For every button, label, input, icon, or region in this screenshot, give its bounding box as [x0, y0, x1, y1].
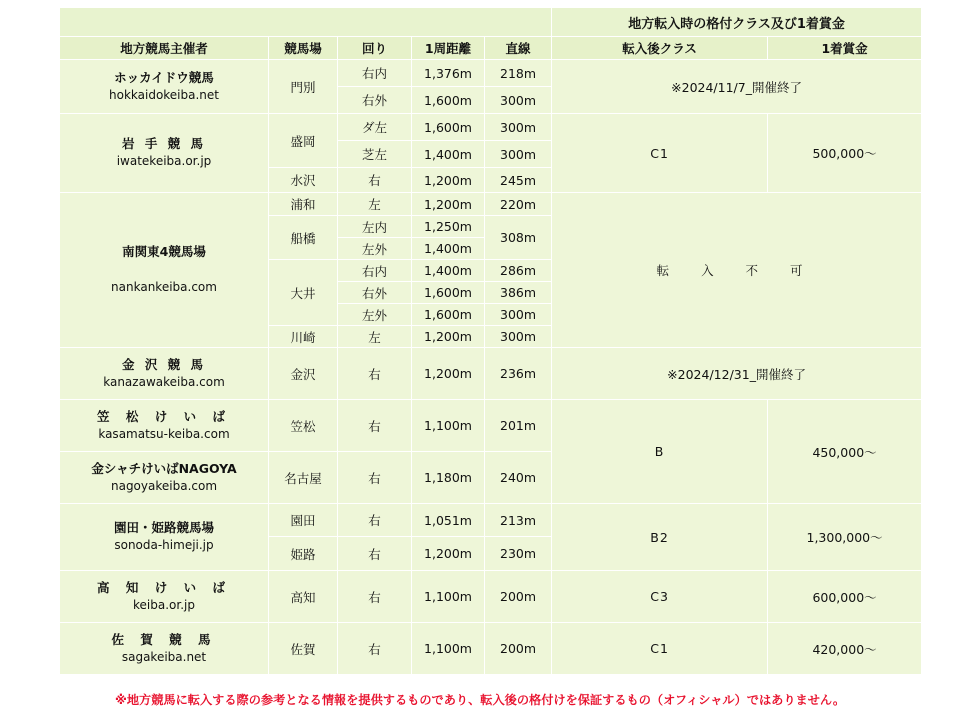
straight-cell: 201m — [485, 400, 552, 452]
track-name: 川崎 — [269, 326, 338, 348]
distance-cell: 1,376m — [412, 60, 485, 87]
distance-cell: 1,600m — [412, 282, 485, 304]
distance-cell: 1,200m — [412, 348, 485, 400]
organizer-url: kasamatsu-keiba.com — [98, 426, 230, 441]
organizer-url: keiba.or.jp — [133, 597, 195, 612]
track-name: 浦和 — [269, 193, 338, 216]
blank-header-cell — [60, 8, 552, 37]
class-cell: B — [552, 400, 768, 504]
distance-cell: 1,100m — [412, 400, 485, 452]
distance-cell: 1,600m — [412, 304, 485, 326]
organizer-name: 佐 賀 競 馬 — [111, 631, 217, 647]
straight-cell: 240m — [485, 452, 552, 504]
distance-cell: 1,200m — [412, 193, 485, 216]
table-row — [60, 114, 922, 141]
prize-cell: 500,000～ — [768, 114, 922, 193]
group-title: 地方転入時の格付クラス及び1着賞金 — [552, 8, 922, 37]
prize-cell: 420,000～ — [768, 623, 922, 675]
straight-cell: 300m — [485, 326, 552, 348]
organizer-name: 南関東4競馬場 — [122, 244, 206, 260]
class-cell: C3 — [552, 571, 768, 623]
track-name: 園田 — [269, 504, 338, 537]
table-row — [60, 504, 922, 537]
transfer-status: 転 入 不 可 — [552, 193, 922, 348]
straight-cell: 300m — [485, 141, 552, 168]
turn-cell: 右 — [338, 623, 412, 675]
track-name: 佐賀 — [269, 623, 338, 675]
organizer-url: kanazawakeiba.com — [103, 374, 225, 389]
organizer-url: nankankeiba.com — [111, 280, 217, 295]
organizer-name: 岩 手 競 馬 — [121, 136, 207, 152]
organizer-name: 高 知 け い ば — [97, 579, 231, 595]
straight-cell: 300m — [485, 304, 552, 326]
col-distance: 1周距離 — [412, 37, 485, 60]
col-prize: 1着賞金 — [768, 37, 922, 60]
straight-cell: 200m — [485, 623, 552, 675]
organizer-minamikanto — [60, 193, 269, 348]
organizer-kochi — [60, 571, 269, 623]
turn-cell: 芝左 — [338, 141, 412, 168]
class-cell: C1 — [552, 114, 768, 193]
turn-cell: 左内 — [338, 216, 412, 238]
organizer-url: sonoda-himeji.jp — [114, 538, 214, 553]
disclaimer-note: ※地方競馬に転入する際の参考となる情報を提供するものであり、転入後の格付けを保証するもの（オフィシャル）ではありません。 — [114, 693, 846, 707]
distance-cell: 1,180m — [412, 452, 485, 504]
track-name: 名古屋 — [269, 452, 338, 504]
organizer-hyogo — [60, 504, 269, 571]
turn-cell: 右内 — [338, 260, 412, 282]
track-name: 盛岡 — [269, 114, 338, 168]
distance-cell: 1,200m — [412, 168, 485, 193]
track-name: 姫路 — [269, 537, 338, 571]
distance-cell: 1,400m — [412, 238, 485, 260]
distance-cell: 1,400m — [412, 260, 485, 282]
distance-cell: 1,200m — [412, 537, 485, 571]
table-row — [60, 348, 922, 400]
turn-cell: ダ左 — [338, 114, 412, 141]
organizer-name: 金シャチけいばNAGOYA — [91, 460, 237, 476]
table-top-header — [60, 8, 922, 37]
straight-cell: 300m — [485, 87, 552, 114]
prize-cell: 600,000～ — [768, 571, 922, 623]
prize-cell: 1,300,000～ — [768, 504, 922, 571]
turn-cell: 左外 — [338, 238, 412, 260]
distance-cell: 1,051m — [412, 504, 485, 537]
distance-cell: 1,600m — [412, 87, 485, 114]
turn-cell: 左 — [338, 193, 412, 216]
organizer-url: sagakeiba.net — [121, 649, 207, 664]
class-cell: C1 — [552, 623, 768, 675]
straight-cell: 213m — [485, 504, 552, 537]
table-row — [60, 400, 922, 452]
turn-cell: 右内 — [338, 60, 412, 87]
distance-cell: 1,100m — [412, 623, 485, 675]
turn-cell: 右 — [338, 348, 412, 400]
straight-cell: 218m — [485, 60, 552, 87]
organizer-url: iwatekeiba.or.jp — [116, 154, 212, 169]
straight-cell: 200m — [485, 571, 552, 623]
organizer-kasamatsu — [60, 400, 269, 452]
turn-cell: 右 — [338, 537, 412, 571]
col-turn: 回り — [338, 37, 412, 60]
turn-cell: 右 — [338, 400, 412, 452]
track-name: 船橋 — [269, 216, 338, 260]
organizer-iwate — [60, 114, 269, 193]
turn-cell: 右 — [338, 452, 412, 504]
straight-cell: 245m — [485, 168, 552, 193]
track-name: 高知 — [269, 571, 338, 623]
organizer-saga — [60, 623, 269, 675]
organizer-name: 金 沢 競 馬 — [121, 356, 207, 372]
organizer-name: 笠 松 け い ば — [97, 408, 231, 424]
organizer-url: nagoyakeiba.com — [110, 478, 218, 493]
straight-cell: 308m — [485, 216, 552, 260]
distance-cell: 1,100m — [412, 571, 485, 623]
organizer-hokkaido — [60, 60, 269, 114]
turn-cell: 右外 — [338, 282, 412, 304]
organizer-url: hokkaidokeiba.net — [109, 87, 219, 102]
track-name: 水沢 — [269, 168, 338, 193]
turn-cell: 右 — [338, 504, 412, 537]
kanazawa-note: ※2024/12/31_開催終了 — [552, 348, 922, 400]
turn-cell: 右 — [338, 168, 412, 193]
distance-cell: 1,200m — [412, 326, 485, 348]
organizer-name: ホッカイドウ競馬 — [114, 69, 214, 85]
class-cell: B2 — [552, 504, 768, 571]
col-straight: 直線 — [485, 37, 552, 60]
column-header-row — [60, 37, 922, 60]
table-row — [60, 571, 922, 623]
track-name: 笠松 — [269, 400, 338, 452]
track-name: 金沢 — [269, 348, 338, 400]
straight-cell: 236m — [485, 348, 552, 400]
col-organizer: 地方競馬主催者 — [60, 37, 269, 60]
organizer-kanazawa — [60, 348, 269, 400]
straight-cell: 386m — [485, 282, 552, 304]
distance-cell: 1,250m — [412, 216, 485, 238]
straight-cell: 230m — [485, 537, 552, 571]
distance-cell: 1,600m — [412, 114, 485, 141]
organizer-nagoya — [60, 452, 269, 504]
straight-cell: 286m — [485, 260, 552, 282]
col-track: 競馬場 — [269, 37, 338, 60]
turn-cell: 右 — [338, 571, 412, 623]
table-row — [60, 60, 922, 87]
prize-cell: 450,000～ — [768, 400, 922, 504]
straight-cell: 300m — [485, 114, 552, 141]
turn-cell: 左 — [338, 326, 412, 348]
col-class: 転入後クラス — [552, 37, 768, 60]
distance-cell: 1,400m — [412, 141, 485, 168]
track-name: 大井 — [269, 260, 338, 326]
table-row — [60, 193, 922, 216]
turn-cell: 左外 — [338, 304, 412, 326]
straight-cell: 220m — [485, 193, 552, 216]
table-row — [60, 623, 922, 675]
organizer-name: 園田・姫路競馬場 — [113, 520, 214, 536]
hokkaido-note: ※2024/11/7_開催終了 — [552, 60, 922, 114]
racing-transfer-table — [59, 7, 922, 675]
turn-cell: 右外 — [338, 87, 412, 114]
track-name: 門別 — [269, 60, 338, 114]
